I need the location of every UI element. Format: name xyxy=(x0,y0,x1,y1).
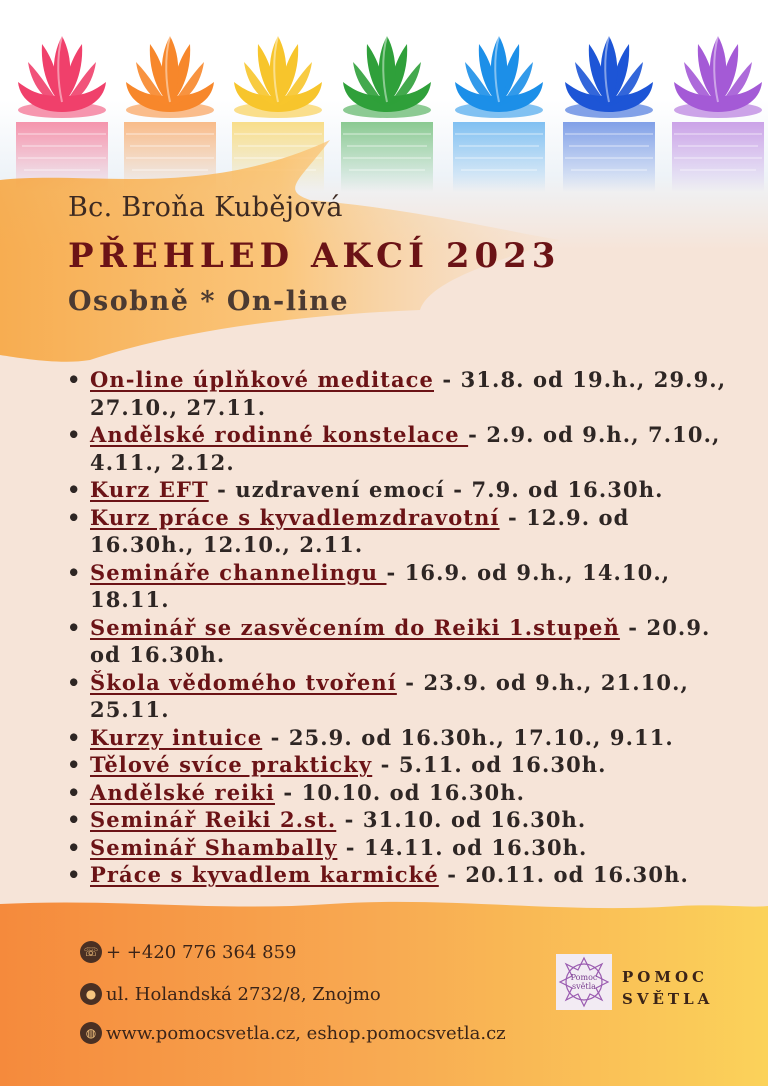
bullet-icon: • xyxy=(67,367,82,392)
event-name-link[interactable]: Seminář Reiki 2.st. xyxy=(90,807,337,832)
event-item xyxy=(62,861,742,889)
globe-icon: ◍ xyxy=(80,1022,102,1044)
bullet-icon: • xyxy=(67,504,82,530)
location-pin-icon: ● xyxy=(80,983,102,1005)
event-details: - 10.10. od 16.30h. xyxy=(274,779,526,805)
event-item xyxy=(62,421,742,476)
bullet-icon: • xyxy=(67,752,82,777)
event-item xyxy=(62,834,742,862)
event-details: - 14.11. od 16.30h. xyxy=(337,834,588,860)
bullet-icon: • xyxy=(67,422,82,447)
event-name-link[interactable]: Tělové svíce prakticky xyxy=(90,752,373,777)
author-name: Bc. Broňa Kubějová xyxy=(68,192,343,223)
event-item xyxy=(62,559,742,614)
contact-address xyxy=(80,983,381,1005)
event-details: - 31.8. od 19.h., 29.9., 27.10., 27.11. xyxy=(90,367,727,420)
bullet-icon: • xyxy=(67,559,82,585)
event-name-link[interactable]: Práce s kyvadlem karmické xyxy=(90,862,439,887)
event-details: - 16.9. od 9.h., 14.10., 18.11. xyxy=(90,559,671,612)
bullet-icon: • xyxy=(67,834,82,860)
website-link[interactable]: www.pomocsvetla.cz, eshop.pomocsvetla.cz xyxy=(106,1022,506,1044)
lotus-flower xyxy=(557,22,661,262)
event-name-link[interactable]: Seminář Shambally xyxy=(90,834,338,860)
event-name-link[interactable]: Kurz práce s kyvadlemzdravotní xyxy=(90,504,500,530)
event-item xyxy=(62,504,742,559)
event-name-link[interactable]: Škola vědomého tvoření xyxy=(90,669,397,695)
event-name-link[interactable]: Seminář se zasvěcením do Reiki 1.stupeň xyxy=(90,614,620,640)
bullet-icon: • xyxy=(67,669,82,695)
event-name-link[interactable]: Andělské rodinné konstelace xyxy=(90,422,469,447)
event-item xyxy=(62,669,742,724)
event-name-link[interactable]: Kurz EFT xyxy=(90,477,209,502)
pomoc-svetla-logo xyxy=(556,954,612,1010)
event-item xyxy=(62,806,742,834)
bullet-icon: • xyxy=(67,779,82,805)
bullet-icon: • xyxy=(67,614,82,640)
page-subtitle: Osobně * On-line xyxy=(68,286,350,317)
event-details: - 20.9. od 16.30h. xyxy=(90,614,711,667)
event-details: - 23.9. od 9.h., 21.10., 25.11. xyxy=(90,669,689,722)
event-details: - 20.11. od 16.30h. xyxy=(438,862,689,887)
event-details: - 12.9. od 16.30h., 12.10., 2.11. xyxy=(90,504,630,557)
phone-number[interactable]: + +420 776 364 859 xyxy=(106,941,297,963)
event-item xyxy=(62,614,742,669)
event-name-link[interactable]: Andělské reiki xyxy=(90,779,275,805)
contact-web xyxy=(80,1022,506,1044)
event-name-link[interactable]: Kurzy intuice xyxy=(90,724,263,750)
bullet-icon: • xyxy=(67,477,82,502)
bullet-icon: • xyxy=(67,724,82,750)
event-details: - 2.9. od 9.h., 7.10., 4.11., 2.12. xyxy=(90,422,721,475)
event-item xyxy=(62,779,742,807)
event-name-link[interactable]: On-line úplňkové meditace xyxy=(90,367,434,392)
contact-phone xyxy=(80,941,296,963)
page-title: PŘEHLED AKCÍ 2023 xyxy=(68,236,561,276)
brand-name-line-1: POMOC xyxy=(622,968,708,986)
event-item xyxy=(62,476,742,504)
logo-text-1: Pomoc xyxy=(570,973,598,982)
bullet-icon: • xyxy=(67,807,82,832)
phone-icon: ☏ xyxy=(80,941,102,963)
event-name-link[interactable]: Semináře channelingu xyxy=(90,559,387,585)
lotus-flower xyxy=(666,22,768,262)
address-text: ul. Holandská 2732/8, Znojmo xyxy=(106,983,381,1005)
brand-name-line-2: SVĚTLA xyxy=(622,990,714,1008)
event-list xyxy=(62,366,742,889)
event-details: - 5.11. od 16.30h. xyxy=(372,752,607,777)
event-details: - uzdravení emocí - 7.9. od 16.30h. xyxy=(208,477,664,502)
event-item xyxy=(62,724,742,752)
logo-text-2: světla xyxy=(572,982,596,991)
event-item xyxy=(62,366,742,421)
event-details: - 31.10. od 16.30h. xyxy=(336,807,587,832)
event-item xyxy=(62,751,742,779)
bullet-icon: • xyxy=(67,862,82,887)
event-details: - 25.9. od 16.30h., 17.10., 9.11. xyxy=(262,724,674,750)
